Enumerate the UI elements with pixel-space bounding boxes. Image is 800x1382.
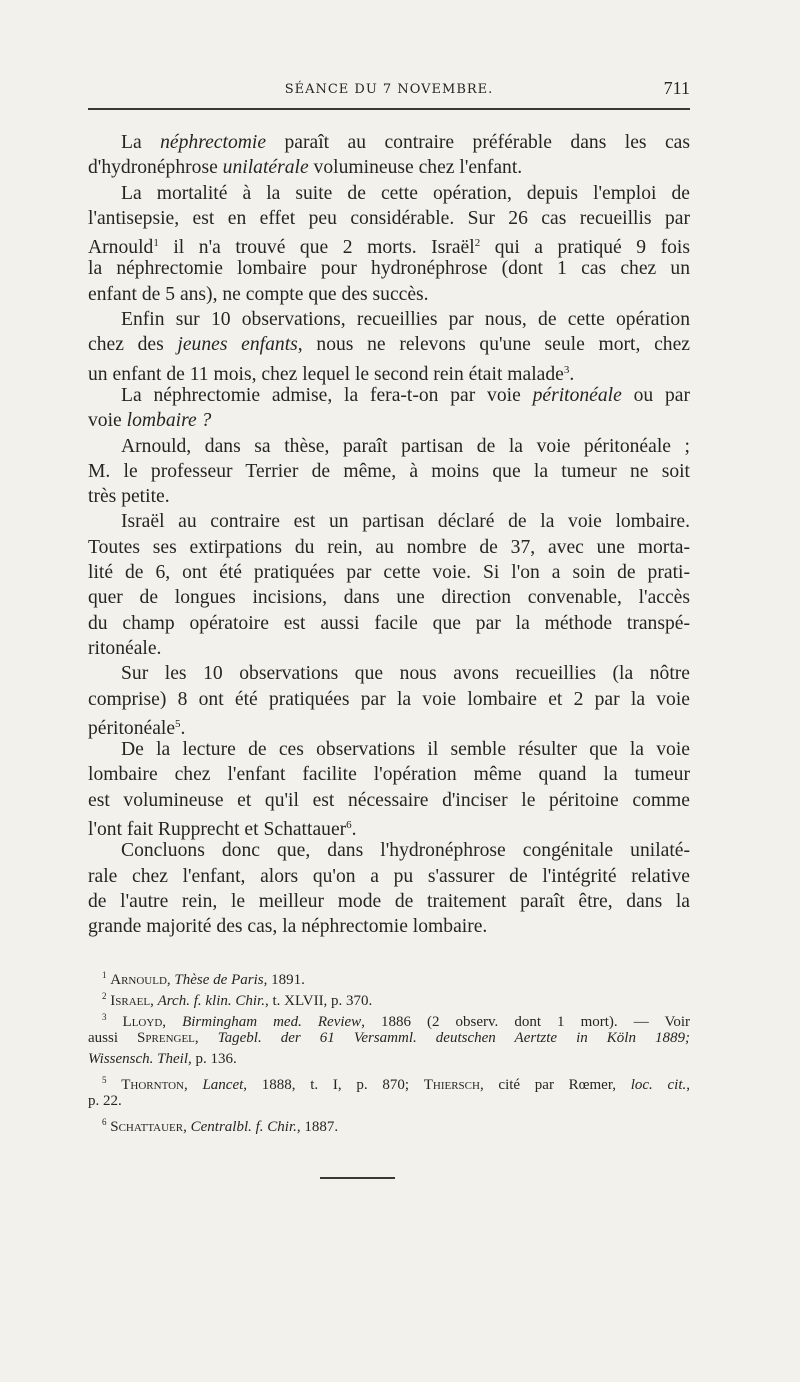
body-line bbox=[88, 509, 690, 534]
body-line bbox=[88, 712, 690, 737]
body-line bbox=[88, 256, 690, 281]
text-run: , bbox=[183, 1077, 203, 1093]
text-run: grande majorité des cas, la néphrectomie lombaire. bbox=[88, 916, 488, 938]
text-run: loc. cit. bbox=[630, 1077, 687, 1093]
body-line bbox=[88, 206, 690, 231]
running-title: SÉANCE DU 7 NOVEMBRE. bbox=[284, 82, 494, 97]
text-run: , nous ne relevons qu'une seule mort, chez bbox=[297, 334, 690, 356]
text-run: aussi bbox=[88, 1030, 138, 1046]
text-run: l'antisepsie, est en effet peu considérable. Sur 26 cas recueillis par bbox=[88, 207, 690, 229]
text-run: rale chez l'enfant, alors qu'on a pu s'assurer de l'intégrité relative bbox=[88, 865, 690, 887]
text-run: néphrectomie bbox=[160, 132, 267, 153]
text-run: , 1887. bbox=[296, 1119, 339, 1135]
text-run: Arnould bbox=[110, 972, 167, 988]
text-run: Toutes ses extirpations du rein, au nombre de 37, avec une morta- bbox=[88, 536, 690, 558]
footnote-line bbox=[88, 965, 690, 986]
text-run: Sur les 10 observations que nous avons recueillies (la nôtre bbox=[121, 663, 690, 685]
text-run: jeunes enfants bbox=[177, 334, 298, 356]
text-run: , 1888, t. I, p. 870; bbox=[243, 1077, 424, 1093]
text-run: Arnould bbox=[88, 237, 154, 259]
text-run: . bbox=[351, 819, 357, 841]
text-run: , bbox=[166, 972, 175, 988]
page-number: 711 bbox=[663, 78, 690, 98]
body-line bbox=[88, 585, 690, 610]
body-line bbox=[88, 889, 690, 914]
text-run: Tagebl. der 61 Versamml. deutschen Aertzte in Köln 1889; bbox=[217, 1030, 691, 1046]
body-line bbox=[88, 383, 690, 408]
text-run: . bbox=[180, 717, 186, 739]
footnote-ref: 3 bbox=[563, 363, 570, 376]
text-run: volumineuse chez l'enfant. bbox=[308, 157, 523, 179]
text-run: lombaire ? bbox=[126, 410, 212, 432]
text-run: Arch. f. klin. Chir. bbox=[157, 993, 265, 1009]
body-line bbox=[88, 661, 690, 686]
text-run: , bbox=[150, 993, 158, 1009]
text-run: Thiersch bbox=[423, 1077, 480, 1093]
footnote-ref: 5 bbox=[175, 717, 181, 730]
text-run: la néphrectomie lombaire pour hydronéphrose (dont 1 cas chez un bbox=[88, 258, 690, 280]
body-line bbox=[88, 130, 690, 155]
body-line bbox=[88, 181, 690, 206]
text-run: Thèse de Paris bbox=[174, 972, 264, 988]
text-run: Sprengel bbox=[137, 1030, 195, 1046]
body-line bbox=[88, 535, 690, 560]
body-line bbox=[88, 155, 690, 180]
body-line bbox=[88, 282, 690, 307]
text-run: De la lecture de ces observations il semble résulter que la voie bbox=[121, 739, 690, 761]
text-run: Israël au contraire est un partisan déclaré de la voie lombaire. bbox=[121, 511, 690, 533]
footnote-line bbox=[88, 1049, 690, 1070]
body-line bbox=[88, 408, 690, 433]
end-rule bbox=[320, 1177, 395, 1179]
text-run: est volumineuse et qu'il est nécessaire d'inciser le péritoine comme bbox=[88, 789, 690, 811]
footnote-line bbox=[88, 1028, 690, 1049]
body-line bbox=[88, 636, 690, 661]
footnote-ref: 2 bbox=[102, 991, 107, 1001]
text-run: de l'autre rein, le meilleur mode de traitement paraît être, dans la bbox=[88, 890, 690, 912]
text-run: Lancet bbox=[202, 1077, 244, 1093]
body-line bbox=[88, 307, 690, 332]
text-run: Wissensch. Theil bbox=[88, 1051, 188, 1067]
footnote-ref: 2 bbox=[474, 237, 481, 250]
text-run: La bbox=[121, 132, 161, 153]
header-rule bbox=[88, 108, 690, 110]
body-line bbox=[88, 838, 690, 863]
footnote-line bbox=[88, 1070, 690, 1091]
body-line bbox=[88, 332, 690, 357]
text-run: quer de longues incisions, dans une direction convenable, l'accès bbox=[88, 587, 690, 609]
text-run: Schattauer bbox=[110, 1119, 184, 1135]
text-run: La néphrectomie admise, la fera-t-on par voie bbox=[121, 384, 533, 406]
footnotes bbox=[88, 965, 690, 1133]
body-line bbox=[88, 813, 690, 841]
footnote-line bbox=[88, 1112, 690, 1133]
text-run: Concluons donc que, dans l'hydronéphrose congénitale unilaté- bbox=[121, 840, 690, 862]
text-run: , t. XLVII, p. 370. bbox=[264, 993, 373, 1009]
footnote-line bbox=[88, 1091, 690, 1112]
text-run: M. le professeur Terrier de même, à moins que la tumeur ne soit bbox=[88, 460, 690, 482]
text-run: Enfin sur 10 observations, recueillies par nous, de cette opération bbox=[121, 309, 690, 331]
text-run: péritonéale bbox=[532, 384, 622, 406]
text-run: d'hydronéphrose bbox=[88, 157, 223, 179]
body-line bbox=[88, 358, 690, 383]
text-run: Centralbl. f. Chir. bbox=[190, 1119, 297, 1135]
text-run: p. 22. bbox=[88, 1093, 122, 1109]
text-run: lité de 6, ont été pratiquées par cette voie. Si l'on a soin de prati- bbox=[88, 562, 690, 584]
footnote-ref: 5 bbox=[102, 1075, 107, 1085]
text-run: , bbox=[162, 1014, 183, 1030]
footnote-ref: 6 bbox=[102, 1117, 107, 1127]
text-run: Arnould, dans sa thèse, paraît partisan de la voie péritonéale ; bbox=[121, 435, 690, 457]
body-line bbox=[88, 914, 690, 939]
footnote-ref: 1 bbox=[102, 970, 107, 980]
body-line bbox=[88, 459, 690, 484]
body-line bbox=[88, 687, 690, 712]
body-line bbox=[88, 560, 690, 585]
text-run: paraît au contraire préférable dans les cas bbox=[266, 132, 690, 153]
text-run: La mortalité à la suite de cette opération, depuis l'emploi de bbox=[121, 182, 690, 204]
text-run: , 1886 (2 observ. dont 1 mort). — Voir bbox=[361, 1014, 691, 1030]
text-run: , bbox=[194, 1030, 218, 1046]
text-run: il n'a trouvé que 2 morts. Israël bbox=[158, 237, 475, 259]
footnote-line bbox=[88, 986, 690, 1007]
text-run: lombaire chez l'enfant facilite l'opération même quand la tumeur bbox=[88, 764, 690, 786]
body-line bbox=[88, 762, 690, 787]
text-run: , bbox=[183, 1119, 191, 1135]
text-run: , 1891. bbox=[263, 972, 305, 988]
text-run: , p. 136. bbox=[188, 1051, 237, 1067]
text-run: . bbox=[569, 363, 575, 385]
text-run: unilatérale bbox=[222, 157, 309, 179]
body-line bbox=[88, 611, 690, 636]
text-run: voie bbox=[88, 410, 127, 432]
text-run: du champ opératoire est aussi facile que par la méthode transpé- bbox=[88, 612, 690, 634]
text-run: l'ont fait Rupprecht et Schattauer bbox=[88, 819, 347, 841]
text-run: Israel bbox=[110, 993, 151, 1009]
body-line bbox=[88, 864, 690, 889]
page-header bbox=[88, 78, 690, 102]
body-line bbox=[88, 434, 690, 459]
body-text bbox=[88, 130, 690, 940]
body-line bbox=[88, 231, 690, 259]
body-line bbox=[88, 484, 690, 509]
footnote-ref: 6 bbox=[346, 819, 352, 832]
text-run: qui a pratiqué 9 fois bbox=[480, 237, 690, 259]
text-run: , bbox=[686, 1077, 690, 1093]
text-run: comprise) 8 ont été pratiquées par la voie lombaire et 2 par la voie bbox=[88, 688, 690, 710]
text-run: Lloyd bbox=[122, 1014, 163, 1030]
text-run: un enfant de 11 mois, chez lequel le second rein était malade bbox=[88, 363, 564, 385]
footnote-ref: 1 bbox=[153, 237, 159, 250]
text-run: , cité par Rœmer, bbox=[479, 1077, 631, 1093]
footnote-line bbox=[88, 1007, 690, 1028]
body-line bbox=[88, 737, 690, 762]
text-run: ritonéale. bbox=[88, 637, 162, 659]
text-run: Birmingham med. Review bbox=[182, 1014, 362, 1030]
text-run: chez des bbox=[88, 334, 178, 356]
footnote-ref: 3 bbox=[102, 1012, 107, 1022]
text-run: péritonéale bbox=[88, 717, 176, 739]
text-run: très petite. bbox=[88, 486, 170, 508]
body-line bbox=[88, 788, 690, 813]
text-run: enfant de 5 ans), ne compte que des succès. bbox=[88, 283, 429, 305]
text-run: ou par bbox=[621, 384, 690, 406]
text-run: Thornton bbox=[121, 1077, 184, 1093]
